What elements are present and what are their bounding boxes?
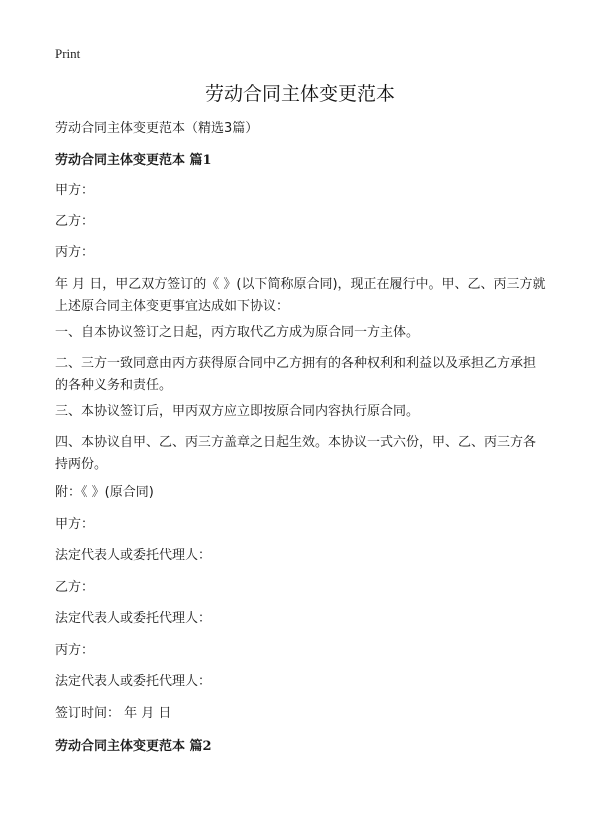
party-b-label: 乙方：	[55, 214, 95, 229]
intro-paragraph: 年 月 日，甲乙双方签订的《 》(以下简称原合同)，现正在履行中。甲、乙、丙三方就上述原合同主体变更事宜达成如下协议：	[55, 277, 546, 314]
sign-representative-b: 法定代表人或委托代理人：	[55, 611, 212, 626]
document-subtitle: 劳动合同主体变更范本（精选3篇）	[55, 121, 259, 136]
sign-party-c: 丙方：	[55, 643, 95, 658]
sign-party-b: 乙方：	[55, 580, 95, 595]
sign-date: 签订时间： 年 月 日	[55, 706, 172, 721]
clause-4: 四、本协议自甲、乙、丙三方盖章之日起生效。本协议一式六份，甲、乙、丙三方各持两份。	[55, 435, 537, 472]
sign-representative-c: 法定代表人或委托代理人：	[55, 674, 212, 689]
party-c-label: 丙方：	[55, 245, 95, 260]
page-title: 劳动合同主体变更范本	[204, 83, 395, 105]
section-heading-2: 劳动合同主体变更范本 篇2	[55, 739, 212, 754]
party-a-label: 甲方：	[55, 183, 95, 198]
clause-3: 三、本协议签订后，甲丙双方应立即按原合同内容执行原合同。	[55, 404, 420, 419]
clause-2: 二、三方一致同意由丙方获得原合同中乙方拥有的各种权利和利益以及承担乙方承担的各种义务和责任。	[55, 356, 537, 393]
sign-party-a: 甲方：	[55, 517, 95, 532]
sign-representative-a: 法定代表人或委托代理人：	[55, 548, 212, 563]
section-heading-1: 劳动合同主体变更范本 篇1	[55, 153, 212, 168]
attachment-line: 附：《 》(原合同)	[55, 485, 154, 500]
clause-1: 一、自本协议签订之日起，丙方取代乙方成为原合同一方主体。	[55, 325, 420, 340]
print-link[interactable]: Print	[55, 46, 81, 61]
